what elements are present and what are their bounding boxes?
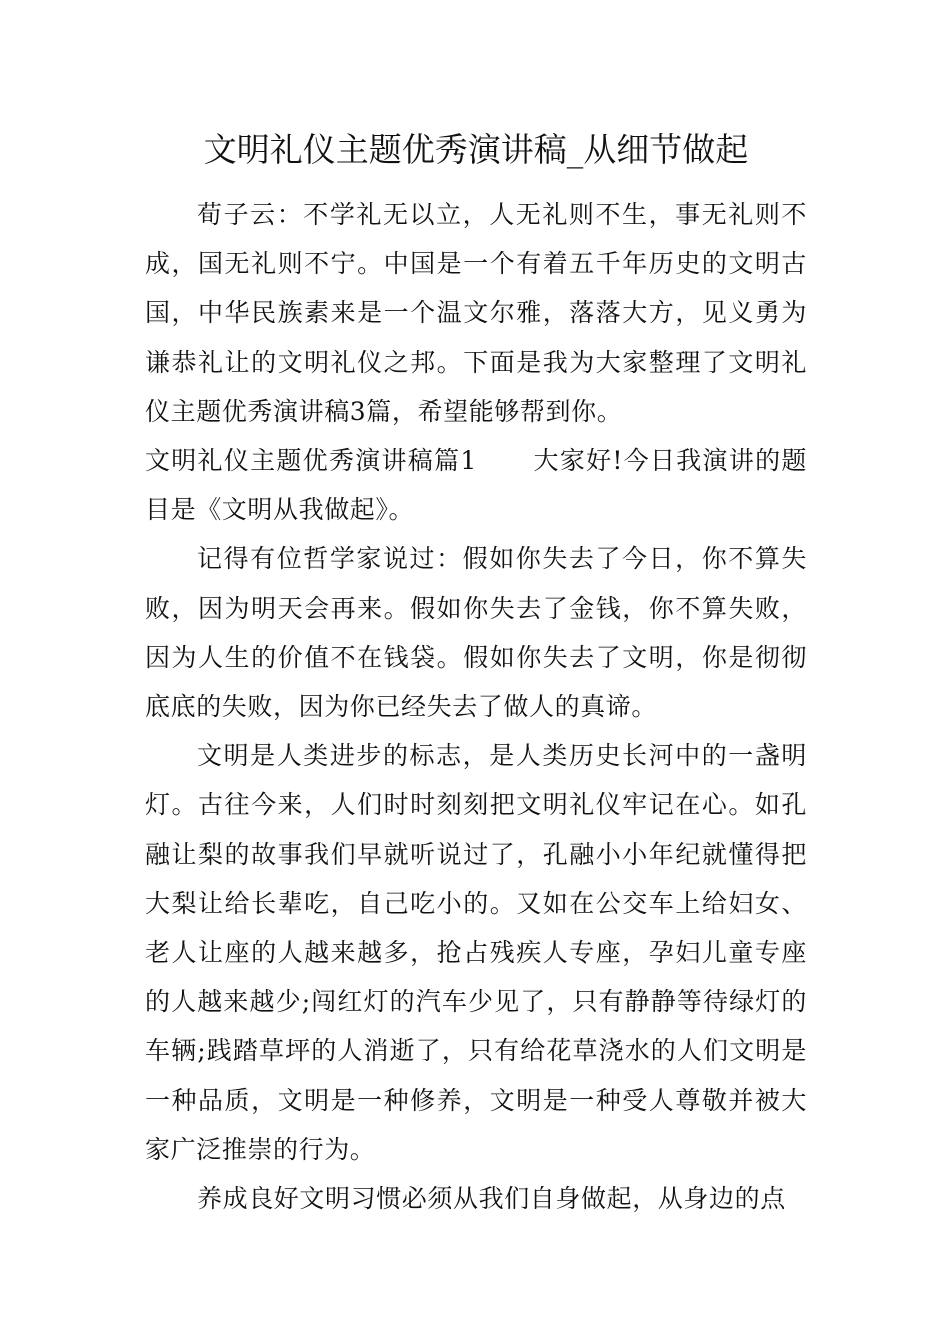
intro-paragraph: 荀子云：不学礼无以立，人无礼则不生，事无礼则不成，国无礼则不宁。中国是一个有着五千年历史的文明古国，中华民族素来是一个温文尔雅，落落大方，见义勇为谦恭礼让的文明礼仪之邦。下面是我为大家整理了文明礼仪主题优秀演讲稿3篇，希望能够帮到你。 (145, 200, 807, 426)
document-title: 文明礼仪主题优秀演讲稿_从细节做起 (203, 130, 749, 169)
body-paragraph-1: 记得有位哲学家说过：假如你失去了今日，你不算失败，因为明天会再来。假如你失去了金钱，你不算失败，因为人生的价值不在钱袋。假如你失去了文明，你是彻彻底底的失败，因为你已经失去了做人的真谛。 (145, 544, 807, 722)
body-paragraph-3: 养成良好文明习惯必须从我们自身做起，从身边的点 (197, 1184, 786, 1214)
document-page (145, 120, 807, 1223)
section-heading: 文明礼仪主题优秀演讲稿篇1 (145, 446, 477, 476)
section-greeting: 大家好!今日我演讲的题目是《文明从我做起》。 (145, 446, 807, 525)
body-paragraph-2: 文明是人类进步的标志，是人类历史长河中的一盏明灯。古往今来，人们时时刻刻把文明礼仪牢记在心。如孔融让梨的故事我们早就听说过了，孔融小小年纪就懂得把大梨让给长辈吃，自己吃小的。又如在公交车上给妇女、老人让座的人越来越多，抢占残疾人专座，孕妇儿童专座的人越来越少;闯红灯的汽车少见了，只有静静等待绿灯的车辆;践踏草坪的人消逝了，只有给花草浇水的人们文明是一种品质，文明是一种修养，文明是一种受人尊敬并被大家广泛推崇的行为。 (145, 741, 807, 1164)
section-paragraph (145, 436, 807, 534)
